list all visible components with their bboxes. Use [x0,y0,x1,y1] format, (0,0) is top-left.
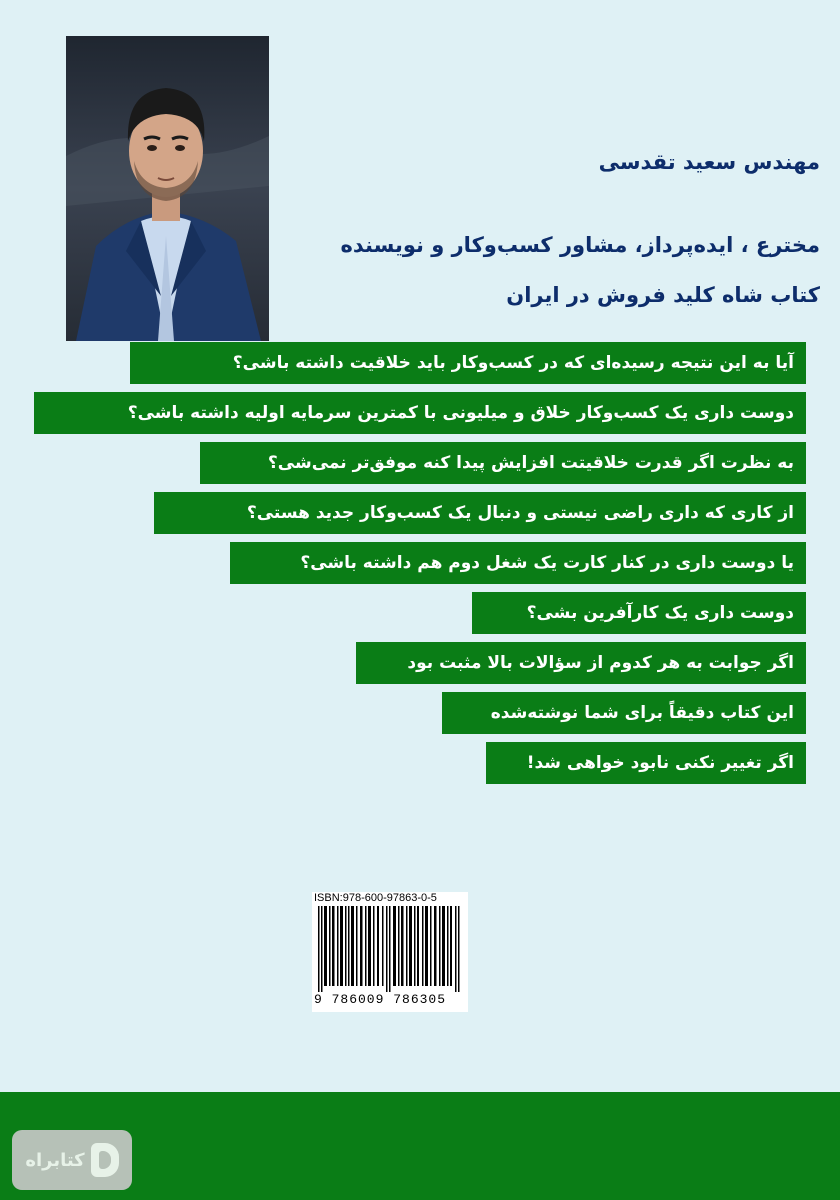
isbn-digits: 9 786009 786305 [314,992,447,1007]
barcode-icon [316,906,464,992]
author-portrait-icon [66,36,269,341]
question-item: اگر تغییر نکنی نابود خواهی شد! [486,742,806,784]
author-photo [66,36,269,341]
question-item: یا دوست داری در کنار کارت یک شغل دوم هم داشته باشی؟ [230,542,806,584]
question-item: به نظرت اگر قدرت خلاقیتت افزایش پیدا کنه موفق‌تر نمی‌شی؟ [200,442,806,484]
question-item: دوست داری یک کارآفرین بشی؟ [472,592,806,634]
isbn-barcode [312,892,468,1012]
author-title-line1: مخترع ، ایده‌پرداز، مشاور کسب‌وکار و نویسنده [340,233,820,257]
author-title-line2: کتاب شاه کلید فروش در ایران [506,283,820,307]
question-item: آیا به این نتیجه رسیده‌ای که در کسب‌وکار باید خلاقیت داشته باشی؟ [130,342,806,384]
question-item: دوست داری یک کسب‌وکار خلاق و میلیونی با کمترین سرمایه اولیه داشته باشی؟ [34,392,806,434]
ketabrah-logo [12,1130,132,1190]
question-item: از کاری که داری راضی نیستی و دنبال یک کسب‌وکار جدید هستی؟ [154,492,806,534]
author-name: مهندس سعید تقدسی [598,150,820,174]
author-block [280,150,820,311]
isbn-label: ISBN:978-600-97863-0-5 [314,892,437,904]
ketabrah-logo-icon [91,1143,119,1177]
question-item: این کتاب دقیقاً برای شما نوشته‌شده [442,692,806,734]
question-item: اگر جوابت به هر کدوم از سؤالات بالا مثبت بود [356,642,806,684]
logo-text: کتابراه [25,1149,85,1171]
